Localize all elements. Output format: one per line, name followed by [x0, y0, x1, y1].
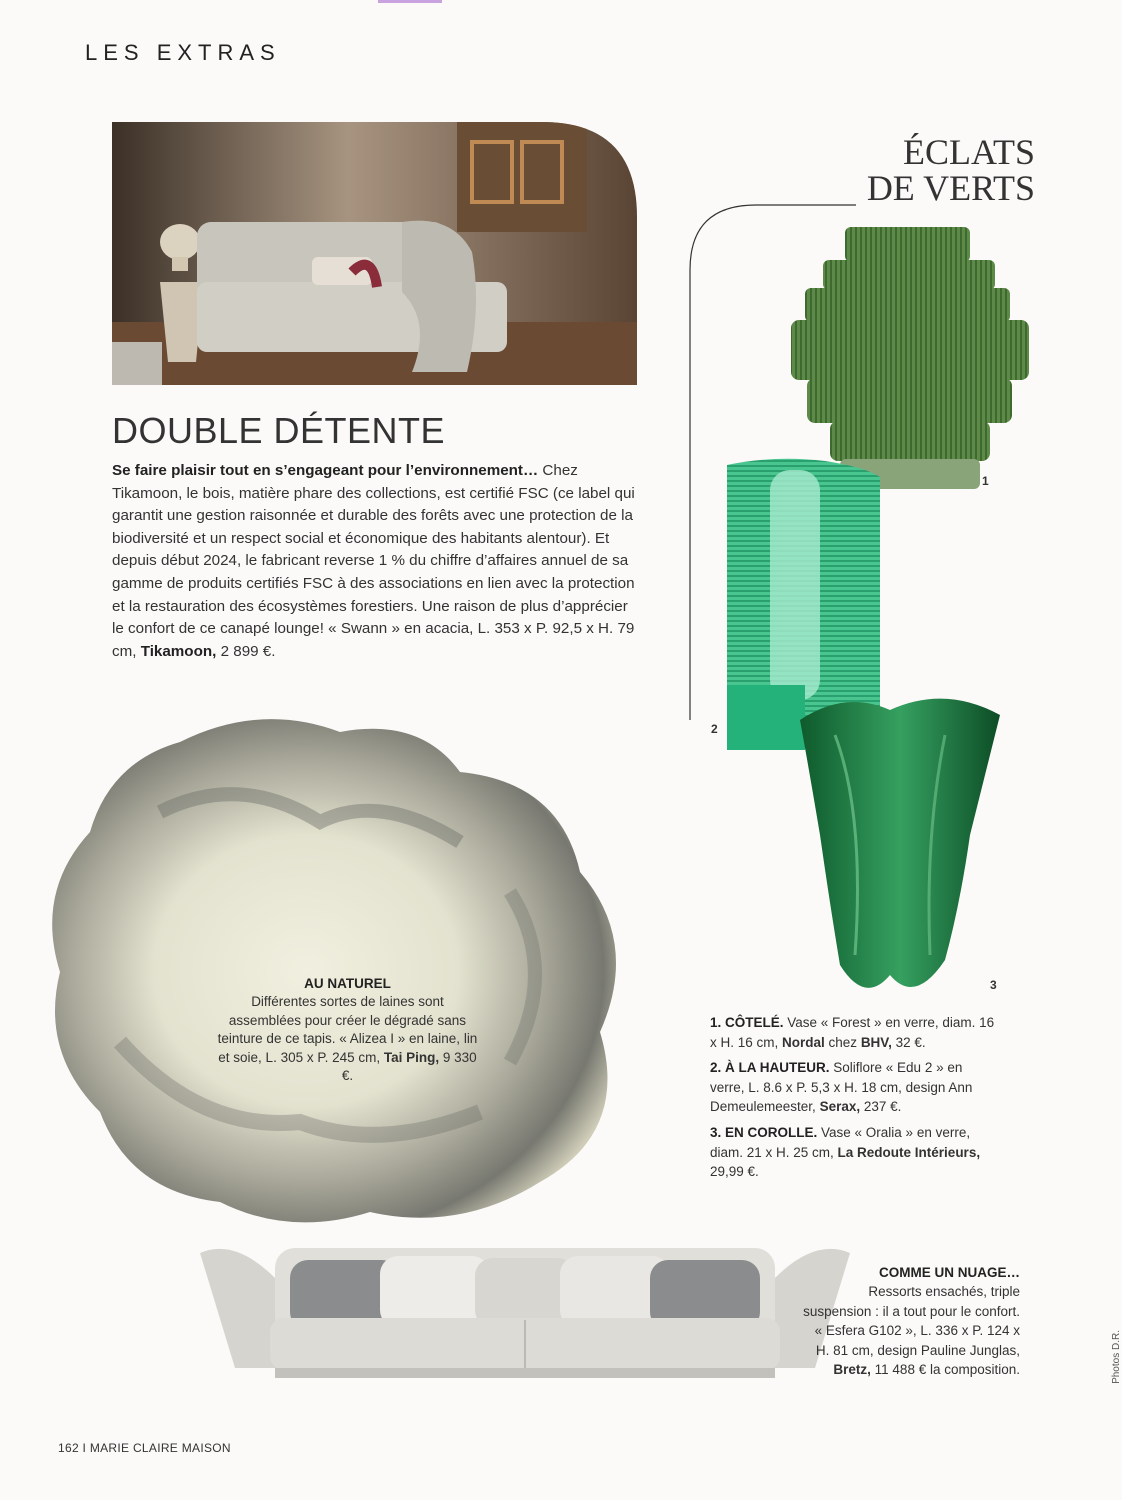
- sofa-caption-head: COMME UN NUAGE…: [879, 1265, 1020, 1280]
- article-text: Chez Tikamoon, le bois, matière phare des collections, est certifié FSC (ce label qui garantit une gestion raisonnée et durable des forêts avec une protection de la biodiversité et un respect social et économique des habitants alentour). Et depuis début 2024, le fabricant reverse 1 % du chiffre d’affaires annuel de sa gamme de produits certifiés FSC à des associations en lien avec la protection et la restauration des écosystèmes forestiers. Une raison de plus d’apprécier le confort de ce canapé lounge! « Swann » en acacia, L. 353 x P. 92,5 x H. 79 cm,: [112, 462, 635, 660]
- photo-credit: Photos D.R.: [1111, 1330, 1122, 1384]
- hero-sofa-photo: [112, 122, 637, 385]
- vases-illustration: [715, 215, 1045, 1005]
- vase-forest: [791, 227, 1029, 489]
- legend-item-1: 1. CÔTELÉ. Vase « Forest » en verre, diam. 16 x H. 16 cm, Nordal chez BHV, 32 €.: [710, 1015, 995, 1050]
- legend-item-2: 2. À LA HAUTEUR. Soliflore « Edu 2 » en verre, L. 8.6 x P. 5,3 x H. 18 cm, design Ann Demeulemeester, Serax, 237 €.: [710, 1060, 973, 1115]
- vase-number-2: 2: [711, 722, 718, 736]
- vase-oralia: [800, 699, 1000, 988]
- article-price: 2 899 €.: [216, 642, 276, 660]
- section-label: LES EXTRAS: [85, 40, 281, 65]
- sofa-caption-text: Ressorts ensachés, triple suspension : il a tout pour le confort. « Esfera G102 », L. 336 x P. 124 x H. 81 cm, design Pauline Junglas,: [803, 1284, 1020, 1358]
- page-footer: 162 I MARIE CLAIRE MAISON: [58, 1441, 231, 1455]
- article-lead: Se faire plaisir tout en s’engageant pour l’environnement…: [112, 462, 539, 479]
- eclats-title-line2: DE VERTS: [866, 168, 1035, 208]
- sofa-caption: [800, 1263, 1020, 1379]
- rug-caption-head: AU NATUREL: [304, 976, 391, 991]
- sofa-caption-brand: Bretz,: [833, 1362, 871, 1378]
- article-title: DOUBLE DÉTENTE: [112, 410, 446, 451]
- legend-item-3: 3. EN COROLLE. Vase « Oralia » en verre, diam. 21 x H. 25 cm, La Redoute Intérieurs, 29,99 €.: [710, 1124, 981, 1180]
- rug-caption-brand: Tai Ping,: [383, 1049, 440, 1065]
- rug-caption-text: Différentes sortes de laines sont assemblées pour créer le dégradé sans teinture de ce tapis. « Alizea I » en laine, lin et soie, L. 305 x P. 245 cm,: [217, 994, 478, 1065]
- rug-caption: [215, 975, 480, 1085]
- eclats-title-line1: ÉCLATS: [902, 132, 1035, 172]
- sofa-illustration: [195, 1238, 855, 1398]
- top-accent-bar: [378, 0, 442, 3]
- article-body: [112, 460, 642, 663]
- rug-illustration: [40, 712, 640, 1232]
- article-brand: Tikamoon,: [140, 642, 217, 660]
- vase-number-1: 1: [982, 474, 989, 488]
- sofa-caption-price: 11 488 € la composition.: [870, 1362, 1020, 1378]
- vases-legend: [710, 1013, 1000, 1188]
- vase-number-3: 3: [990, 978, 997, 992]
- rug-caption-price: 9 330 €.: [341, 1049, 477, 1084]
